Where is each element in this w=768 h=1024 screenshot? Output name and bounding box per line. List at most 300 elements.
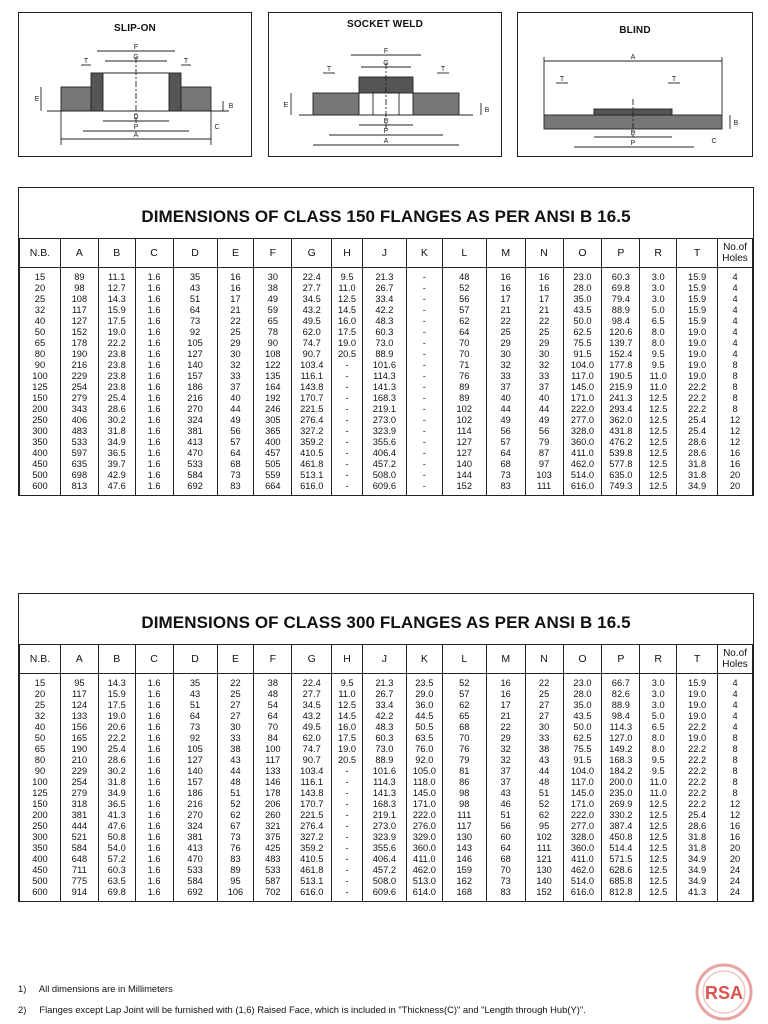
table-cell: 222.0 — [563, 810, 602, 821]
table-cell: 425 — [254, 843, 292, 854]
table-cell: 114 — [442, 426, 486, 437]
dim-label: T — [326, 66, 332, 73]
table-cell: 34.9 — [677, 876, 718, 887]
dim-label: P — [630, 140, 636, 147]
table-cell: 19.0 — [332, 744, 363, 755]
table-cell: 37 — [486, 382, 525, 393]
column-header: T — [677, 645, 718, 674]
table-cell: 609.6 — [362, 887, 406, 901]
table-cell: 1.6 — [135, 887, 173, 901]
table-cell: 3.0 — [640, 268, 677, 284]
table-cell: 89 — [217, 865, 254, 876]
table-cell: 28.0 — [563, 689, 602, 700]
table-cell: 597 — [60, 448, 98, 459]
table-cell: 16 — [486, 689, 525, 700]
table-cell: 381 — [173, 832, 217, 843]
column-header: O — [563, 645, 602, 674]
table-cell: 105 — [173, 744, 217, 755]
table-cell: 318 — [60, 799, 98, 810]
table-cell: 152 — [60, 327, 98, 338]
table-cell: 73 — [217, 832, 254, 843]
table-cell: 20 — [20, 689, 61, 700]
table-cell: 1.6 — [135, 766, 173, 777]
table-cell: 16 — [486, 674, 525, 690]
table-cell: 90 — [20, 360, 61, 371]
drawing-title: SLIP-ON — [114, 23, 156, 34]
table-cell: 124 — [60, 700, 98, 711]
table-cell: 70 — [442, 733, 486, 744]
table-cell: 125 — [20, 788, 61, 799]
table-cell: 533 — [173, 459, 217, 470]
column-header: O — [563, 239, 602, 268]
table-cell: 71 — [442, 360, 486, 371]
table-cell: 9.5 — [332, 674, 363, 690]
table-cell: 43 — [173, 689, 217, 700]
table-cell: 15.9 — [677, 316, 718, 327]
logo-text: RSA — [704, 983, 744, 1003]
table-cell: 587 — [254, 876, 292, 887]
table-cell: 40 — [525, 393, 563, 404]
table-row — [20, 722, 753, 733]
table-cell: 54 — [254, 700, 292, 711]
table-cell: 1.6 — [135, 744, 173, 755]
table-cell: 5.0 — [640, 711, 677, 722]
table-cell: 43.5 — [563, 305, 602, 316]
table-cell: 276.4 — [292, 415, 332, 426]
table-cell: 22.2 — [677, 393, 718, 404]
table-cell: 15.9 — [677, 305, 718, 316]
table-cell: 12.5 — [640, 415, 677, 426]
table-cell: 24 — [718, 865, 753, 876]
table-cell: 78 — [254, 327, 292, 338]
table-cell: 23.0 — [563, 674, 602, 690]
table-cell: 60.3 — [362, 327, 406, 338]
table-row — [20, 810, 753, 821]
blind-drawing — [517, 12, 753, 157]
table-cell: 25 — [20, 294, 61, 305]
table-cell: 648 — [60, 854, 98, 865]
footnote — [18, 978, 708, 999]
table-cell: 1.6 — [135, 305, 173, 316]
table-cell: 462.0 — [563, 865, 602, 876]
table-cell: 82.6 — [602, 689, 640, 700]
table-cell: 69.8 — [98, 887, 135, 901]
table-cell: - — [406, 268, 442, 284]
table-cell: 1.6 — [135, 481, 173, 495]
table-cell: 64 — [173, 711, 217, 722]
table-cell: 49 — [525, 415, 563, 426]
table-cell: 97 — [525, 459, 563, 470]
table-cell: 135 — [254, 371, 292, 382]
table-cell: 64 — [486, 843, 525, 854]
table-cell: 105 — [173, 338, 217, 349]
column-header: N.B. — [20, 239, 61, 268]
column-header: F — [254, 645, 292, 674]
table-cell: 51 — [217, 788, 254, 799]
dim-label: F — [133, 44, 139, 51]
dim-label: G — [383, 60, 389, 67]
table-cell: 49.5 — [292, 316, 332, 327]
table-cell: 1.6 — [135, 733, 173, 744]
table-cell: 44 — [525, 766, 563, 777]
table-cell: 34.9 — [677, 481, 718, 495]
table-cell: 141.3 — [362, 788, 406, 799]
table-cell: - — [332, 459, 363, 470]
table-cell: 327.2 — [292, 426, 332, 437]
table-cell: 616.0 — [563, 887, 602, 901]
table-cell: 1.6 — [135, 437, 173, 448]
table-cell: - — [406, 415, 442, 426]
table-cell: 387.4 — [602, 821, 640, 832]
table-cell: 1.6 — [135, 470, 173, 481]
table-cell: 8.0 — [640, 327, 677, 338]
table-cell: 73 — [486, 876, 525, 887]
table-cell: 702 — [254, 887, 292, 901]
table-cell: 103.4 — [292, 360, 332, 371]
table-cell: 30 — [217, 349, 254, 360]
table-cell: 350 — [20, 437, 61, 448]
table-cell: 16 — [217, 283, 254, 294]
table-cell: 98 — [60, 283, 98, 294]
table-cell: 470 — [173, 854, 217, 865]
table-cell: - — [332, 360, 363, 371]
table-cell: 22.2 — [677, 722, 718, 733]
table-cell: 64 — [442, 327, 486, 338]
table-cell: 17.5 — [332, 327, 363, 338]
table-cell: 1.6 — [135, 876, 173, 887]
table-cell: 3.0 — [640, 700, 677, 711]
table-cell: 64 — [486, 448, 525, 459]
table-cell: 16 — [718, 448, 753, 459]
table-cell: 111 — [525, 843, 563, 854]
table-cell: 17.5 — [98, 700, 135, 711]
table-cell: 27 — [525, 700, 563, 711]
table-cell: 4 — [718, 327, 753, 338]
table-cell: 127 — [442, 437, 486, 448]
table-cell: 200.0 — [602, 777, 640, 788]
table-cell: 462.0 — [563, 459, 602, 470]
table-cell: 12 — [718, 426, 753, 437]
table-cell: 111 — [442, 810, 486, 821]
table-cell: 4 — [718, 689, 753, 700]
table-row — [20, 843, 753, 854]
column-header: L — [442, 239, 486, 268]
table-cell: 8 — [718, 360, 753, 371]
table-cell: 44 — [217, 766, 254, 777]
table-cell: 117.0 — [563, 777, 602, 788]
table-cell: 222.0 — [406, 810, 442, 821]
slip-on-flange-diagram — [19, 13, 253, 158]
table-cell: 152.4 — [602, 349, 640, 360]
table-cell: 8 — [718, 777, 753, 788]
table-cell: 513.1 — [292, 876, 332, 887]
column-header: N.B. — [20, 645, 61, 674]
table-cell: 89 — [442, 393, 486, 404]
column-header: No.of Holes — [718, 239, 753, 268]
table-cell: 159 — [442, 865, 486, 876]
dim-label: B — [484, 107, 490, 114]
table-cell: 108 — [254, 349, 292, 360]
table-cell: 56 — [525, 426, 563, 437]
table-cell: 79 — [525, 437, 563, 448]
table-cell: 74.7 — [292, 744, 332, 755]
table-cell: 11.1 — [98, 268, 135, 284]
table-cell: - — [332, 865, 363, 876]
table-cell: 571.5 — [602, 854, 640, 865]
table-cell: 813 — [60, 481, 98, 495]
table-cell: 4 — [718, 700, 753, 711]
column-header: P — [602, 645, 640, 674]
table-cell: 362.0 — [602, 415, 640, 426]
table-cell: 614.0 — [406, 887, 442, 901]
table-cell: - — [406, 426, 442, 437]
table-cell: 24 — [718, 876, 753, 887]
dim-label: B — [228, 103, 234, 110]
column-header: E — [217, 239, 254, 268]
table-cell: 12.5 — [640, 393, 677, 404]
table-cell: 23.8 — [98, 349, 135, 360]
table-cell: 3.0 — [640, 283, 677, 294]
footnote-text: All dimensions are in Millimeters — [38, 983, 173, 994]
table-cell: 400 — [20, 448, 61, 459]
table-cell: 51 — [173, 700, 217, 711]
table-cell: 48.3 — [362, 722, 406, 733]
table-cell: 44 — [525, 404, 563, 415]
table-cell: 70 — [442, 349, 486, 360]
table-cell: 350 — [20, 843, 61, 854]
table-cell: 27 — [217, 711, 254, 722]
table-cell: 812.8 — [602, 887, 640, 901]
table-cell: 584 — [173, 470, 217, 481]
table-cell: 50.0 — [563, 722, 602, 733]
table-row — [20, 821, 753, 832]
dim-label: C — [214, 124, 220, 131]
table-cell: 60.3 — [362, 733, 406, 744]
table-row — [20, 349, 753, 360]
table-cell: 1.6 — [135, 674, 173, 690]
column-header: L — [442, 645, 486, 674]
table-cell: 27.7 — [292, 283, 332, 294]
table-cell: 300 — [20, 832, 61, 843]
dim-label: D — [630, 130, 636, 137]
table-cell: 273.0 — [362, 821, 406, 832]
table-cell: 15 — [20, 268, 61, 284]
table-cell: 16 — [217, 268, 254, 284]
table-cell: 22.2 — [677, 788, 718, 799]
table-cell: 221.5 — [292, 810, 332, 821]
table-cell: 12.5 — [332, 700, 363, 711]
table-cell: - — [406, 283, 442, 294]
table-cell: 54.0 — [98, 843, 135, 854]
table-cell: 12.5 — [640, 887, 677, 901]
table-cell: 461.8 — [292, 459, 332, 470]
class-150-dimensions-table — [19, 238, 753, 495]
table-cell: 1.6 — [135, 689, 173, 700]
table-cell: 70 — [254, 722, 292, 733]
table-cell: 1.6 — [135, 832, 173, 843]
table-cell: 12.5 — [640, 810, 677, 821]
table-cell: 6.5 — [640, 722, 677, 733]
table-cell: - — [406, 338, 442, 349]
table-cell: 35 — [173, 268, 217, 284]
table-cell: - — [406, 382, 442, 393]
table-cell: - — [332, 371, 363, 382]
table-cell: 1.6 — [135, 327, 173, 338]
table-cell: 43.2 — [292, 305, 332, 316]
table-cell: 17 — [486, 294, 525, 305]
table-cell: 73 — [173, 316, 217, 327]
column-header: C — [135, 645, 173, 674]
table-cell: 90 — [20, 766, 61, 777]
table-row — [20, 316, 753, 327]
table-cell: 65 — [442, 711, 486, 722]
table-cell: 28.6 — [677, 821, 718, 832]
table-row — [20, 437, 753, 448]
table-cell: 62 — [217, 810, 254, 821]
table-cell: 4 — [718, 316, 753, 327]
table-cell: 26.7 — [362, 689, 406, 700]
table-cell: 64 — [254, 711, 292, 722]
table-row — [20, 283, 753, 294]
table-cell: 117 — [60, 305, 98, 316]
table-cell: - — [406, 481, 442, 495]
table-cell: 270 — [173, 810, 217, 821]
table-cell: - — [332, 766, 363, 777]
table-cell: 12.5 — [640, 481, 677, 495]
column-header: J — [362, 645, 406, 674]
table-cell: 269.9 — [602, 799, 640, 810]
table-row — [20, 755, 753, 766]
table-cell: 184.2 — [602, 766, 640, 777]
table-cell: 20.6 — [98, 722, 135, 733]
class-300-dimensions-table — [19, 644, 753, 901]
table-cell: 400 — [20, 854, 61, 865]
table-cell: 57.2 — [98, 854, 135, 865]
table-cell: - — [406, 360, 442, 371]
table-cell: 514.0 — [563, 876, 602, 887]
table-cell: 33 — [486, 371, 525, 382]
table-cell: 106 — [217, 887, 254, 901]
table-cell: 57 — [486, 437, 525, 448]
table-cell: 533 — [173, 865, 217, 876]
table-cell: 67 — [217, 821, 254, 832]
table-cell: 1.6 — [135, 755, 173, 766]
table-cell: 57 — [442, 689, 486, 700]
table-cell: 37 — [525, 382, 563, 393]
table-cell: 3.0 — [640, 674, 677, 690]
table-cell: 12.5 — [640, 876, 677, 887]
column-header: D — [173, 645, 217, 674]
table-cell: 69.8 — [602, 283, 640, 294]
table-cell: 32 — [486, 755, 525, 766]
table-cell: 4 — [718, 294, 753, 305]
table-cell: - — [332, 404, 363, 415]
table-cell: 508.0 — [362, 470, 406, 481]
table-cell: 62 — [525, 810, 563, 821]
table-cell: 168 — [442, 887, 486, 901]
table-row — [20, 294, 753, 305]
table-cell: 577.8 — [602, 459, 640, 470]
table-cell: 16 — [718, 821, 753, 832]
table-cell: 16 — [718, 459, 753, 470]
table-cell: 25.4 — [98, 744, 135, 755]
table-cell: 22.2 — [677, 404, 718, 415]
table-cell: 17 — [525, 294, 563, 305]
table-cell: 171.0 — [406, 799, 442, 810]
table-cell: 44.5 — [406, 711, 442, 722]
table-cell: 51 — [173, 294, 217, 305]
table-cell: 22 — [486, 316, 525, 327]
table-cell: 88.9 — [602, 700, 640, 711]
table-cell: 12 — [718, 437, 753, 448]
table-cell: 328.0 — [563, 832, 602, 843]
table-cell: 8 — [718, 733, 753, 744]
table-cell: 73 — [217, 470, 254, 481]
table-cell: 8.0 — [640, 733, 677, 744]
table-cell: 33 — [217, 733, 254, 744]
table-cell: 12.5 — [640, 832, 677, 843]
table-cell: 381 — [173, 426, 217, 437]
table-cell: 12.5 — [640, 404, 677, 415]
table-cell: 56 — [442, 294, 486, 305]
table-cell: 75.5 — [563, 338, 602, 349]
table-cell: 8.0 — [640, 338, 677, 349]
table-row — [20, 788, 753, 799]
column-header: A — [60, 645, 98, 674]
table-cell: 145.0 — [406, 788, 442, 799]
table-cell: 25.4 — [677, 426, 718, 437]
table-row — [20, 481, 753, 495]
table-cell: 16.0 — [332, 316, 363, 327]
table-cell: 692 — [173, 481, 217, 495]
table-cell: 276.4 — [292, 821, 332, 832]
table-cell: 533 — [254, 865, 292, 876]
table-cell: 8 — [718, 766, 753, 777]
table-cell: 149.2 — [602, 744, 640, 755]
table-cell: 23.8 — [98, 382, 135, 393]
table-cell: 32 — [486, 360, 525, 371]
table-cell: 22 — [486, 722, 525, 733]
table-cell: 31.8 — [98, 426, 135, 437]
table-row — [20, 689, 753, 700]
table-cell: 5.0 — [640, 305, 677, 316]
table-cell: 89 — [442, 382, 486, 393]
table-cell: 33 — [525, 733, 563, 744]
dim-label: T — [559, 76, 565, 83]
table-cell: 50.5 — [406, 722, 442, 733]
table-cell: 43 — [173, 283, 217, 294]
table-cell: 38 — [254, 283, 292, 294]
table-cell: 84 — [254, 733, 292, 744]
table-cell: 145.0 — [563, 382, 602, 393]
table-cell: 41.3 — [677, 887, 718, 901]
table-cell: 1.6 — [135, 810, 173, 821]
table-cell: 476.2 — [602, 437, 640, 448]
column-header: A — [60, 239, 98, 268]
table-cell: 144 — [442, 470, 486, 481]
table-cell: 11.0 — [640, 777, 677, 788]
table-cell: 68 — [217, 459, 254, 470]
table-cell: 102 — [442, 404, 486, 415]
dim-label: D — [383, 118, 389, 125]
table-cell: 43.2 — [292, 711, 332, 722]
table-cell: 330.2 — [602, 810, 640, 821]
table-cell: 48 — [525, 777, 563, 788]
table-cell: 152 — [442, 481, 486, 495]
table-cell: 156 — [60, 722, 98, 733]
table-cell: - — [332, 382, 363, 393]
table-cell: 413 — [173, 843, 217, 854]
